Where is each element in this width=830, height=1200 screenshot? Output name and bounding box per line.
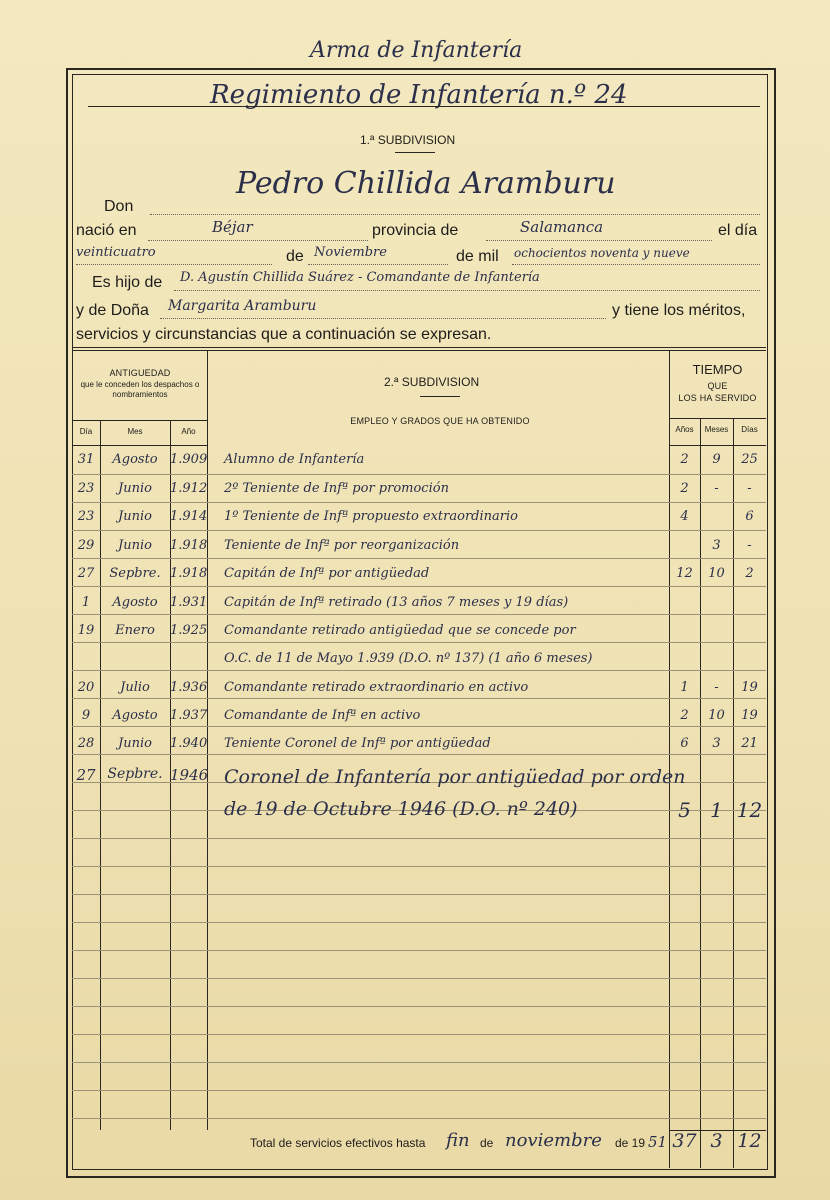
row-mes: Sepbre. (109, 566, 161, 581)
mes-line (308, 264, 448, 265)
row-anios: 2 (680, 708, 689, 723)
row-empleo: Alumno de Infantería (224, 452, 365, 467)
row-dias: 21 (741, 736, 758, 751)
row-empleo: Coronel de Infantería por antigüedad por orden (224, 766, 686, 788)
tiempo-que: QUE (707, 381, 728, 391)
provincia-line (486, 240, 712, 241)
row-meses: 3 (712, 538, 721, 553)
row-mes: Junio (118, 538, 152, 553)
madre-line (160, 318, 606, 319)
row-empleo: 1º Teniente de Infª propuesto extraordinario (224, 509, 518, 524)
total-label: Total de servicios efectivos hasta (250, 1136, 426, 1150)
row-empleo: Teniente Coronel de Infª por antigüedad (224, 736, 491, 751)
row-meses: 3 (712, 736, 721, 751)
table-top (72, 347, 766, 348)
row-mes: Junio (118, 509, 152, 524)
row-dia: 31 (77, 452, 95, 467)
ruled-line (72, 586, 766, 587)
row-meses: 10 (708, 566, 725, 581)
ruled-line (72, 866, 766, 867)
anio-value: ochocientos noventa y nueve (514, 246, 690, 260)
subdivision2-title: 2.ª SUBDIVISION (384, 375, 480, 389)
total-anio-suffix: 51 (648, 1133, 668, 1151)
ruled-line (72, 1118, 766, 1119)
row-dia: 9 (81, 708, 91, 723)
row-mes: Junio (118, 736, 152, 751)
arma-title: Arma de Infantería (310, 38, 523, 63)
row-anio: 1.909 (170, 452, 208, 467)
row-anio: 1.931 (170, 595, 208, 610)
madre-label: y de Doña (76, 302, 149, 319)
row-dias: 19 (741, 708, 758, 723)
don-label: Don (104, 198, 134, 215)
row-mes: Agosto (112, 708, 158, 723)
ruled-line (72, 754, 766, 755)
row-anio: 1.918 (170, 566, 208, 581)
row-anios: 5 (678, 798, 691, 822)
hijo-label: Es hijo de (92, 274, 163, 291)
col-mes-header: Mes (127, 427, 143, 436)
total-dia: fin (446, 1130, 470, 1151)
lugar-value: Béjar (212, 218, 253, 236)
antiguedad-sub-line (72, 420, 207, 421)
row-meses: 1 (710, 798, 723, 822)
row-anios: 4 (680, 509, 689, 524)
padre-value: D. Agustín Chillida Suárez - Comandante de Infantería (180, 270, 540, 285)
regimiento-underline (88, 106, 760, 107)
row-dias: 2 (745, 566, 754, 581)
row-mes: Agosto (112, 595, 158, 610)
col-antiguedad-right (207, 350, 208, 1130)
row-anios: 6 (680, 736, 689, 751)
total-anios: 37 (672, 1130, 697, 1152)
col-anios-header: Años (675, 425, 694, 434)
ruled-line (72, 894, 766, 895)
nombre-value: Pedro Chillida Aramburu (236, 166, 616, 201)
row-anio: 1.940 (170, 736, 208, 751)
row-mes: Agosto (112, 452, 158, 467)
ruled-line (72, 670, 766, 671)
row-dias: - (747, 481, 752, 496)
row-anio: 1946 (170, 766, 209, 784)
row-dia: 19 (77, 623, 95, 638)
row-empleo: Comandante retirado antigüedad que se concede por (224, 623, 576, 638)
ruled-line (72, 1062, 766, 1063)
dia-line (76, 264, 272, 265)
row-anio: 1.912 (170, 481, 208, 496)
mes-value: Noviembre (314, 245, 387, 260)
row-anios: 1 (680, 680, 689, 695)
ruled-line (72, 1006, 766, 1007)
ruled-line (72, 922, 766, 923)
meritos-label: y tiene los méritos, (612, 302, 746, 319)
row-dias: 6 (745, 509, 754, 524)
empleo-header: EMPLEO Y GRADOS QUE HA OBTENIDO (350, 416, 530, 426)
total-dias: 12 (737, 1130, 762, 1152)
row-empleo: O.C. de 11 de Mayo 1.939 (D.O. nº 137) (1 año 6 meses) (224, 651, 593, 666)
row-dia: 29 (77, 538, 95, 553)
col-dia-header: Día (79, 427, 93, 436)
nombre-line (150, 214, 760, 215)
row-dia: 27 (76, 766, 96, 784)
antiguedad-header: ANTIGUEDAD (109, 368, 171, 378)
col-anio-header: Año (181, 427, 196, 436)
row-dia: 1 (81, 595, 91, 610)
row-empleo: Capitán de Infª por antigüedad (224, 566, 430, 581)
row-anios: 2 (680, 481, 689, 496)
col-empleo-right (669, 350, 670, 1168)
subdivision2-rule (420, 396, 460, 397)
row-empleo: de 19 de Octubre 1946 (D.O. nº 240) (224, 798, 578, 820)
provincia-value: Salamanca (520, 218, 604, 236)
row-anio: 1.918 (170, 538, 208, 553)
ruled-line (72, 698, 766, 699)
header-bottom-left (72, 445, 207, 446)
row-meses: 9 (712, 452, 721, 467)
ruled-line (72, 726, 766, 727)
servicios-label: servicios y circunstancias que a continuación se expresan. (76, 326, 492, 343)
row-anio: 1.925 (170, 623, 208, 638)
row-anio: 1.914 (170, 509, 208, 524)
row-empleo: Comandante retirado extraordinario en activo (224, 680, 529, 695)
tiempo-sub-line (669, 418, 766, 419)
ruled-line (72, 1034, 766, 1035)
tiempo-header: TIEMPO (692, 362, 743, 377)
nacio-label: nació en (76, 222, 137, 239)
total-de: de (480, 1136, 494, 1150)
row-meses: - (714, 481, 719, 496)
subdivision1-title: 1.ª SUBDIVISION (360, 133, 456, 147)
row-meses: - (714, 680, 719, 695)
ruled-line (72, 1090, 766, 1091)
ruled-line (72, 838, 766, 839)
row-empleo: 2º Teniente de Infª por promoción (224, 481, 449, 496)
de-label: de (286, 248, 304, 265)
ruled-line (72, 642, 766, 643)
row-dias: 12 (736, 798, 763, 822)
col-dias-header: Días (741, 425, 758, 434)
header-bottom-right (669, 445, 766, 446)
row-mes: Enero (115, 623, 155, 638)
row-mes: Sepbre. (107, 766, 163, 782)
ruled-line (72, 614, 766, 615)
ruled-line (72, 502, 766, 503)
row-anio: 1.936 (170, 680, 208, 695)
row-dia: 28 (77, 736, 95, 751)
table-top2 (72, 350, 766, 351)
ruled-line (72, 558, 766, 559)
col-meses-header: Meses (704, 425, 729, 434)
ruled-line (72, 978, 766, 979)
dia-value: veinticuatro (76, 245, 156, 260)
antiguedad-sub: que le conceden los despachos o nombramientos (80, 380, 200, 399)
row-dia: 20 (77, 680, 95, 695)
row-dia: 23 (77, 509, 95, 524)
demil-label: de mil (456, 248, 499, 265)
madre-value: Margarita Aramburu (168, 298, 317, 314)
row-anios: 2 (680, 452, 689, 467)
total-meses: 3 (710, 1130, 723, 1152)
row-mes: Julio (120, 680, 150, 695)
regimiento-title: Regimiento de Infantería n.º 24 (210, 80, 628, 110)
ruled-line (72, 530, 766, 531)
row-empleo: Comandante de Infª en activo (224, 708, 421, 723)
row-dias: 25 (741, 452, 758, 467)
row-dia: 27 (77, 566, 95, 581)
row-mes: Junio (118, 481, 152, 496)
total-mes: noviembre (505, 1130, 602, 1151)
lugar-line (148, 240, 368, 241)
row-anios: 12 (676, 566, 693, 581)
row-anio: 1.937 (170, 708, 208, 723)
row-dia: 23 (77, 481, 95, 496)
padre-line (174, 290, 760, 291)
row-dias: - (747, 538, 752, 553)
dia-label: el día (718, 222, 758, 239)
row-empleo: Capitán de Infª retirado (13 años 7 meses y 19 días) (224, 595, 569, 610)
anio-line (512, 264, 760, 265)
ruled-line (72, 474, 766, 475)
subdivision1-rule (395, 152, 435, 153)
total-de2: de 19 (615, 1136, 646, 1150)
provincia-label: provincia de (372, 222, 459, 239)
row-empleo: Teniente de Infª por reorganización (224, 538, 460, 553)
row-dias: 19 (741, 680, 758, 695)
ruled-line (72, 950, 766, 951)
row-meses: 10 (708, 708, 725, 723)
tiempo-sub: LOS HA SERVIDO (678, 393, 757, 403)
